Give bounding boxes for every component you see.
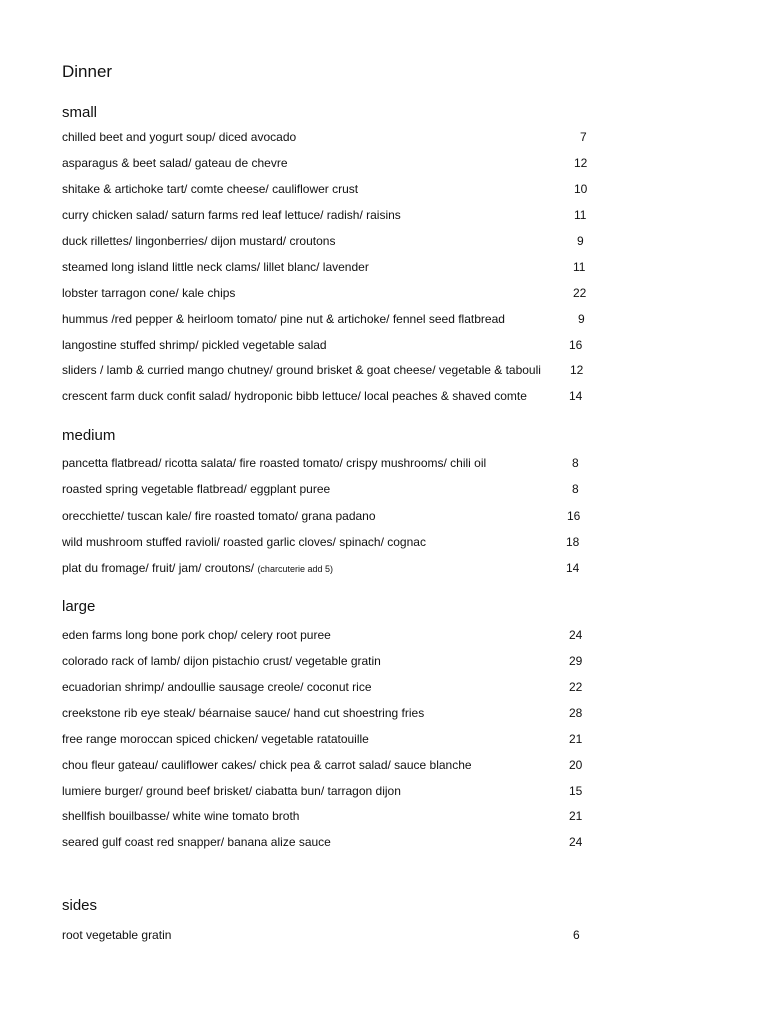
page-title: Dinner [62, 62, 113, 81]
menu-item: root vegetable gratin [62, 928, 172, 942]
menu-item-price: 8 [572, 482, 579, 496]
menu-item: asparagus & beet salad/ gateau de chevre [62, 156, 288, 170]
menu-item-price: 12 [574, 156, 588, 170]
menu-item: hummus /red pepper & heirloom tomato/ pine nut & artichoke/ fennel seed flatbread [62, 312, 505, 326]
menu-item: chilled beet and yogurt soup/ diced avocado [62, 130, 297, 144]
menu-item-price: 15 [569, 784, 583, 798]
menu-item-price: 28 [569, 706, 583, 720]
section-heading-large: large [62, 598, 96, 615]
menu-item: roasted spring vegetable flatbread/ eggplant puree [62, 482, 331, 496]
menu-item: wild mushroom stuffed ravioli/ roasted garlic cloves/ spinach/ cognac [62, 535, 426, 549]
section-heading-sides: sides [62, 897, 98, 914]
menu-item-price: 24 [569, 835, 583, 849]
menu-item: shitake & artichoke tart/ comte cheese/ cauliflower crust [62, 182, 359, 196]
menu-item-price: 22 [569, 680, 583, 694]
menu-item: duck rillettes/ lingonberries/ dijon mustard/ croutons [62, 234, 336, 248]
menu-item: lumiere burger/ ground beef brisket/ ciabatta bun/ tarragon dijon [62, 784, 401, 798]
section-heading-medium: medium [62, 427, 116, 444]
section-heading-small: small [62, 104, 98, 121]
menu-item-price: 16 [567, 509, 581, 523]
menu-item-price: 7 [580, 130, 587, 144]
menu-item: free range moroccan spiced chicken/ vegetable ratatouille [62, 732, 369, 746]
menu-item: sliders / lamb & curried mango chutney/ ground brisket & goat cheese/ vegetable & tabouli [62, 363, 541, 377]
menu-item: ecuadorian shrimp/ andoullie sausage creole/ coconut rice [62, 680, 372, 694]
menu-item: orecchiette/ tuscan kale/ fire roasted tomato/ grana padano [62, 509, 376, 523]
menu-item-price: 21 [569, 809, 583, 823]
menu-item-price: 14 [566, 561, 580, 575]
menu-item-price: 9 [577, 234, 584, 248]
menu-item-price: 8 [572, 456, 579, 470]
menu-item: chou fleur gateau/ cauliflower cakes/ chick pea & carrot salad/ sauce blanche [62, 758, 472, 772]
menu-item: creekstone rib eye steak/ béarnaise sauce/ hand cut shoestring fries [62, 706, 425, 720]
menu-item-price: 20 [569, 758, 583, 772]
menu-item-price: 22 [573, 286, 587, 300]
menu-item-price: 29 [569, 654, 583, 668]
menu-item: langostine stuffed shrimp/ pickled vegetable salad [62, 338, 327, 352]
menu-item-text: plat du fromage/ fruit/ jam/ croutons/ [62, 561, 255, 575]
menu-item-price: 18 [566, 535, 580, 549]
menu-item [62, 560, 333, 577]
menu-item-price: 12 [570, 363, 584, 377]
menu-item-price: 10 [574, 182, 588, 196]
menu-item-price: 6 [573, 928, 580, 942]
menu-item: crescent farm duck confit salad/ hydroponic bibb lettuce/ local peaches & shaved comte [62, 389, 527, 403]
menu-item: curry chicken salad/ saturn farms red leaf lettuce/ radish/ raisins [62, 208, 401, 222]
menu-item-price: 9 [578, 312, 585, 326]
menu-item-price: 14 [569, 389, 583, 403]
menu-item: pancetta flatbread/ ricotta salata/ fire roasted tomato/ crispy mushrooms/ chili oil [62, 456, 487, 470]
menu-item: colorado rack of lamb/ dijon pistachio crust/ vegetable gratin [62, 654, 381, 668]
menu-item-price: 21 [569, 732, 583, 746]
menu-item: shellfish bouilbasse/ white wine tomato broth [62, 809, 300, 823]
menu-item-price: 16 [569, 338, 583, 352]
menu-item-price: 11 [574, 208, 587, 222]
menu-item: lobster tarragon cone/ kale chips [62, 286, 236, 300]
menu-item: steamed long island little neck clams/ lillet blanc/ lavender [62, 260, 369, 274]
menu-item-note: (charcuterie add 5) [257, 564, 333, 574]
menu-item: seared gulf coast red snapper/ banana alize sauce [62, 835, 331, 849]
menu-item-price: 11 [573, 260, 586, 274]
menu-item: eden farms long bone pork chop/ celery root puree [62, 628, 331, 642]
menu-item-price: 24 [569, 628, 583, 642]
